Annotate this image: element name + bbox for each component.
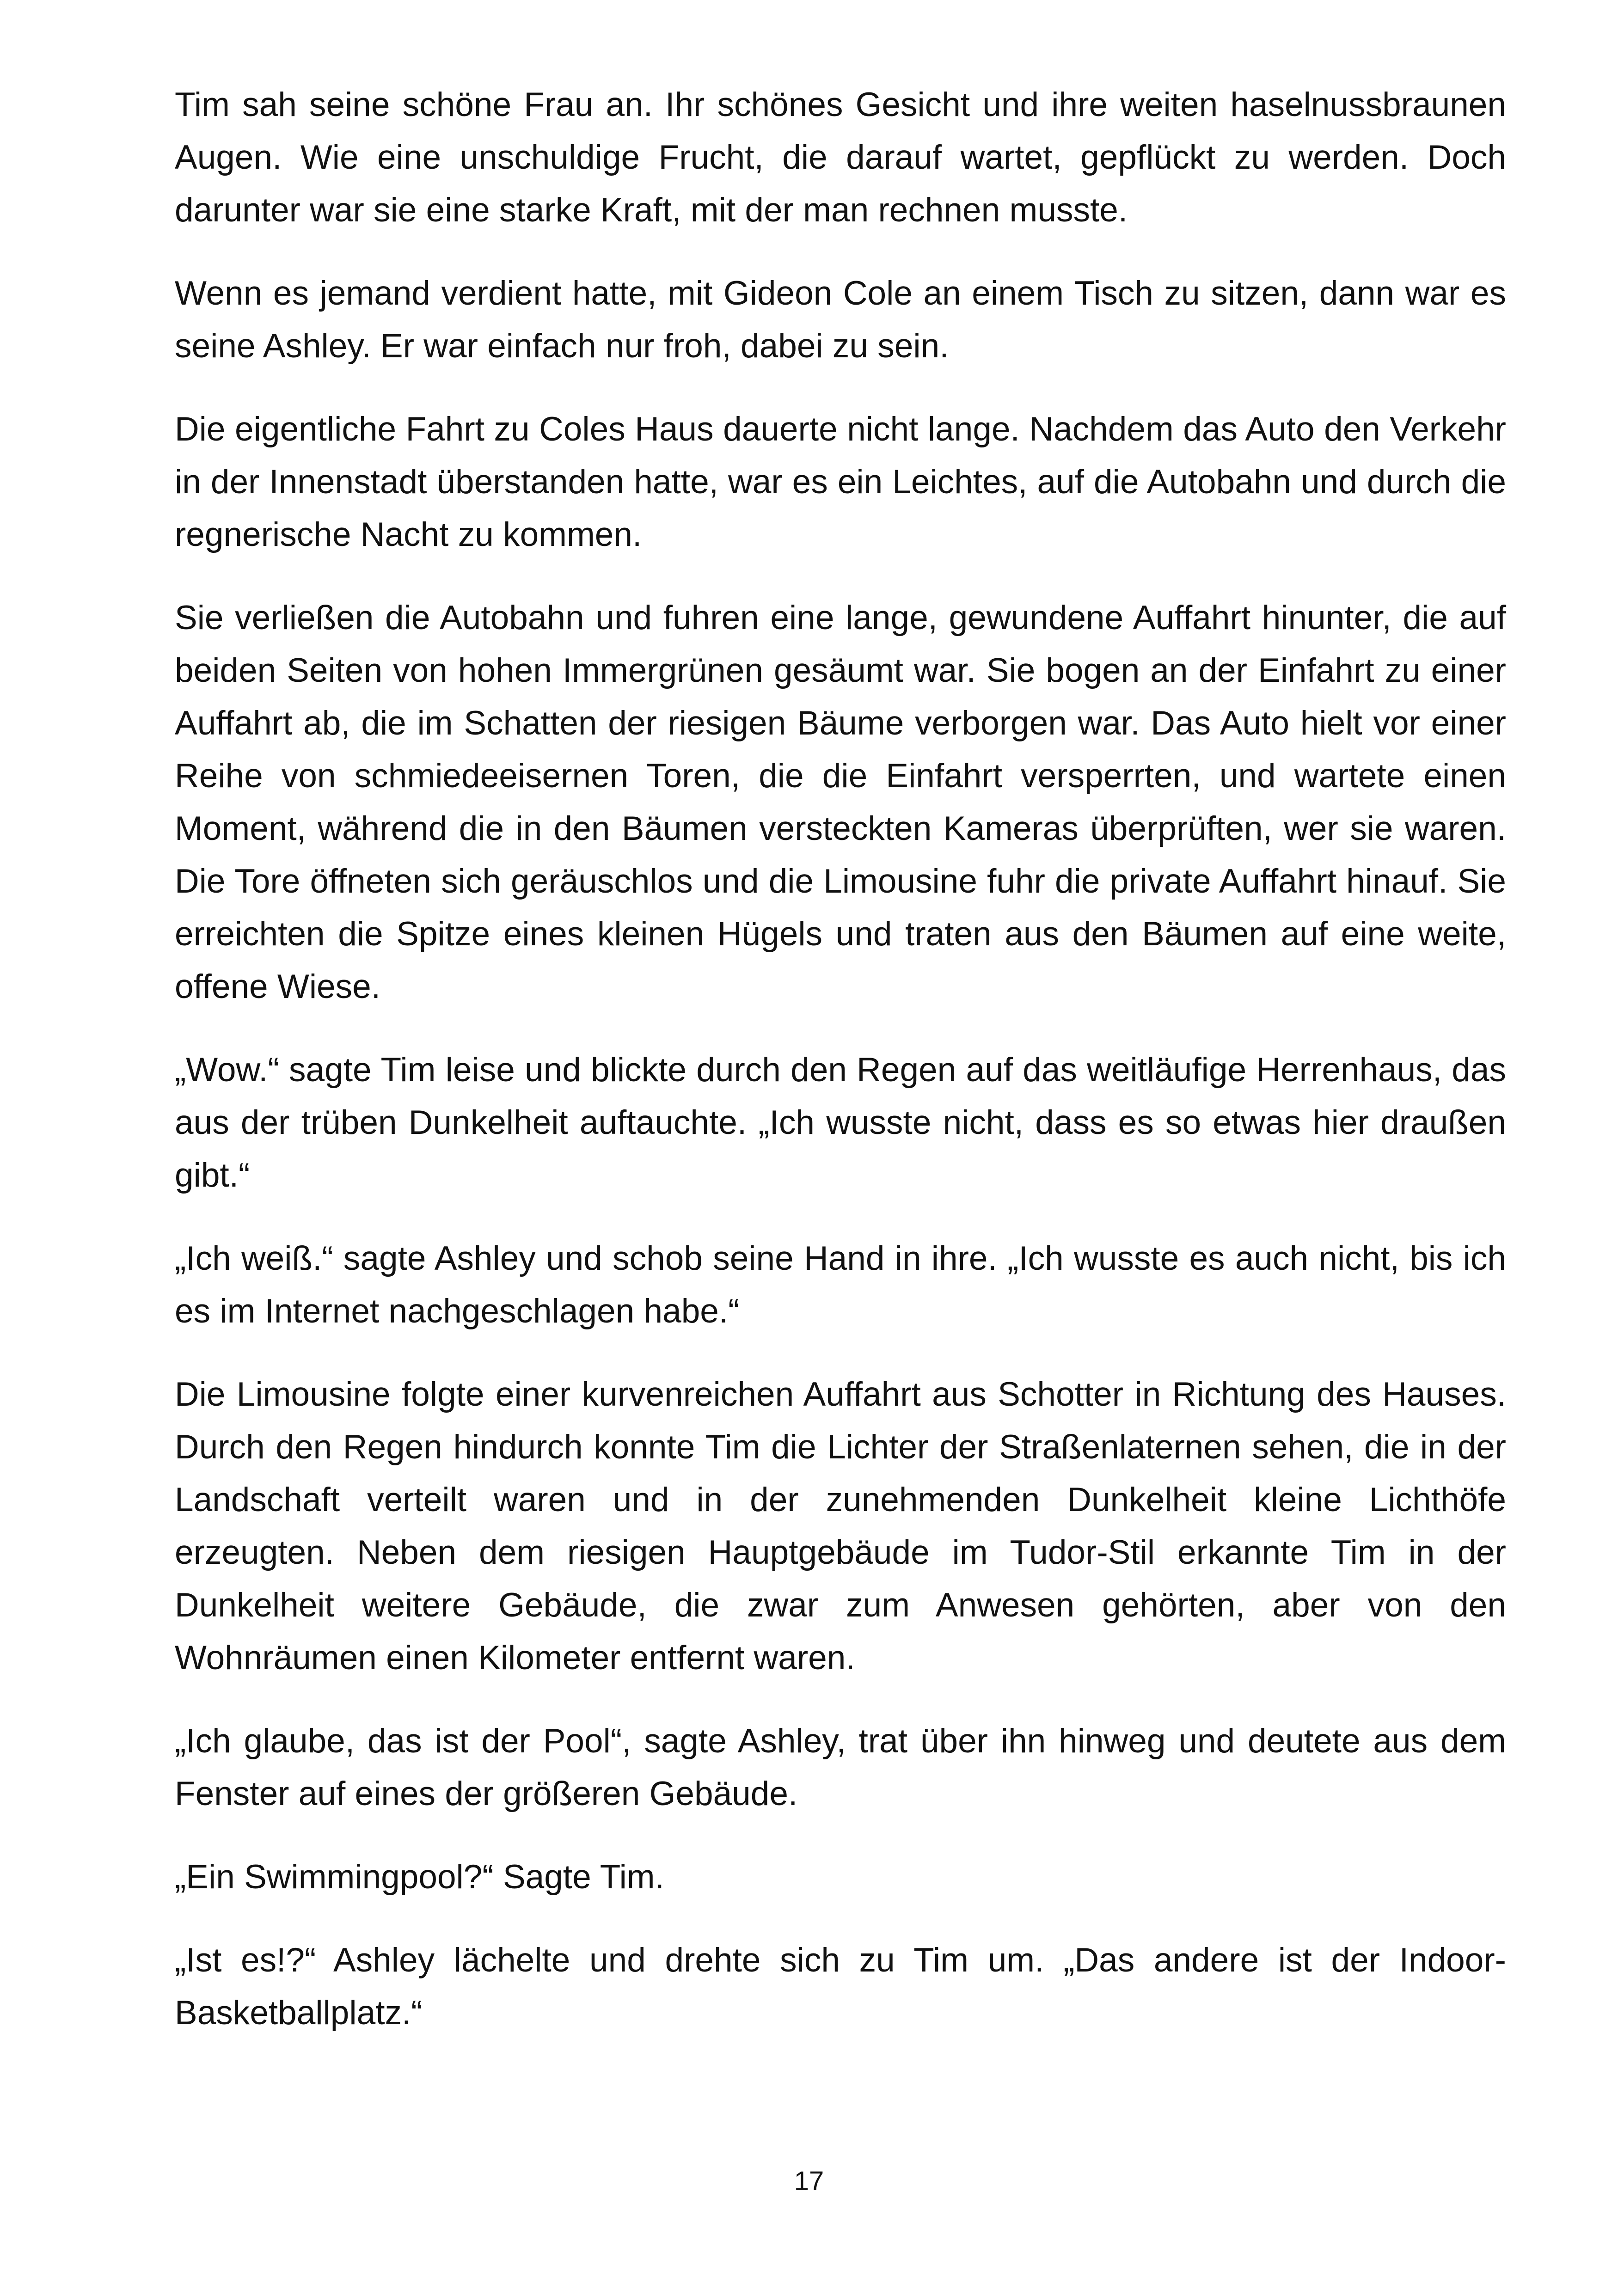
- paragraph: Tim sah seine schöne Frau an. Ihr schönes Gesicht und ihre weiten haselnussbraunen Augen. Wie eine unschuldige Frucht, die darauf wartet, gepflückt zu werden. Doch darunter war sie eine starke Kraft, mit der man rechnen musste.: [175, 86, 1506, 229]
- paragraph: „Ich glaube, das ist der Pool“, sagte Ashley, trat über ihn hinweg und deutete aus dem Fenster auf eines der größeren Gebäude.: [175, 1722, 1506, 1812]
- paragraph: „Ist es!?“ Ashley lächelte und drehte sich zu Tim um. „Das andere ist der Indoor-Basketballplatz.“: [175, 1941, 1506, 2032]
- paragraph: Die eigentliche Fahrt zu Coles Haus dauerte nicht lange. Nachdem das Auto den Verkehr in der Innenstadt überstanden hatte, war es ein Leichtes, auf die Autobahn und durch die regnerische Nacht zu kommen.: [175, 410, 1506, 553]
- paragraph: Wenn es jemand verdient hatte, mit Gideon Cole an einem Tisch zu sitzen, dann war es seine Ashley. Er war einfach nur froh, dabei zu sein.: [175, 275, 1506, 365]
- paragraph: „Ich weiß.“ sagte Ashley und schob seine Hand in ihre. „Ich wusste es auch nicht, bis ich es im Internet nachgeschlagen habe.“: [175, 1240, 1506, 1330]
- paragraph: Die Limousine folgte einer kurvenreichen Auffahrt aus Schotter in Richtung des Hauses. Durch den Regen hindurch konnte Tim die Lichter der Straßenlaternen sehen, die in der Landschaft verteilt waren und in der zunehmenden Dunkelheit kleine Lichthöfe erzeugten. Neben dem riesigen Hauptgebäude im Tudor-Stil erkannte Tim in der Dunkelheit weitere Gebäude, die zwar zum Anwesen gehörten, aber von den Wohnräumen einen Kilometer entfernt waren.: [175, 1376, 1506, 1677]
- body-text: [175, 79, 1506, 2070]
- paragraph: „Ein Swimmingpool?“ Sagte Tim.: [175, 1858, 664, 1896]
- paragraph: „Wow.“ sagte Tim leise und blickte durch den Regen auf das weitläufige Herrenhaus, das aus der trüben Dunkelheit auftauchte. „Ich wusste nicht, dass es so etwas hier draußen gibt.“: [175, 1051, 1506, 1194]
- page-number: 17: [794, 2166, 824, 2196]
- paragraph: Sie verließen die Autobahn und fuhren eine lange, gewundene Auffahrt hinunter, die auf beiden Seiten von hohen Immergrünen gesäumt war. Sie bogen an der Einfahrt zu einer Auffahrt ab, die im Schatten der riesigen Bäume verborgen war. Das Auto hielt vor einer Reihe von schmiedeeisernen Toren, die die Einfahrt versperrten, und wartete einen Moment, während die in den Bäumen versteckten Kameras überprüften, wer sie waren. Die Tore öffneten sich geräuschlos und die Limousine fuhr die private Auffahrt hinauf. Sie erreichten die Spitze eines kleinen Hügels und traten aus den Bäumen auf eine weite, offene Wiese.: [175, 599, 1506, 1005]
